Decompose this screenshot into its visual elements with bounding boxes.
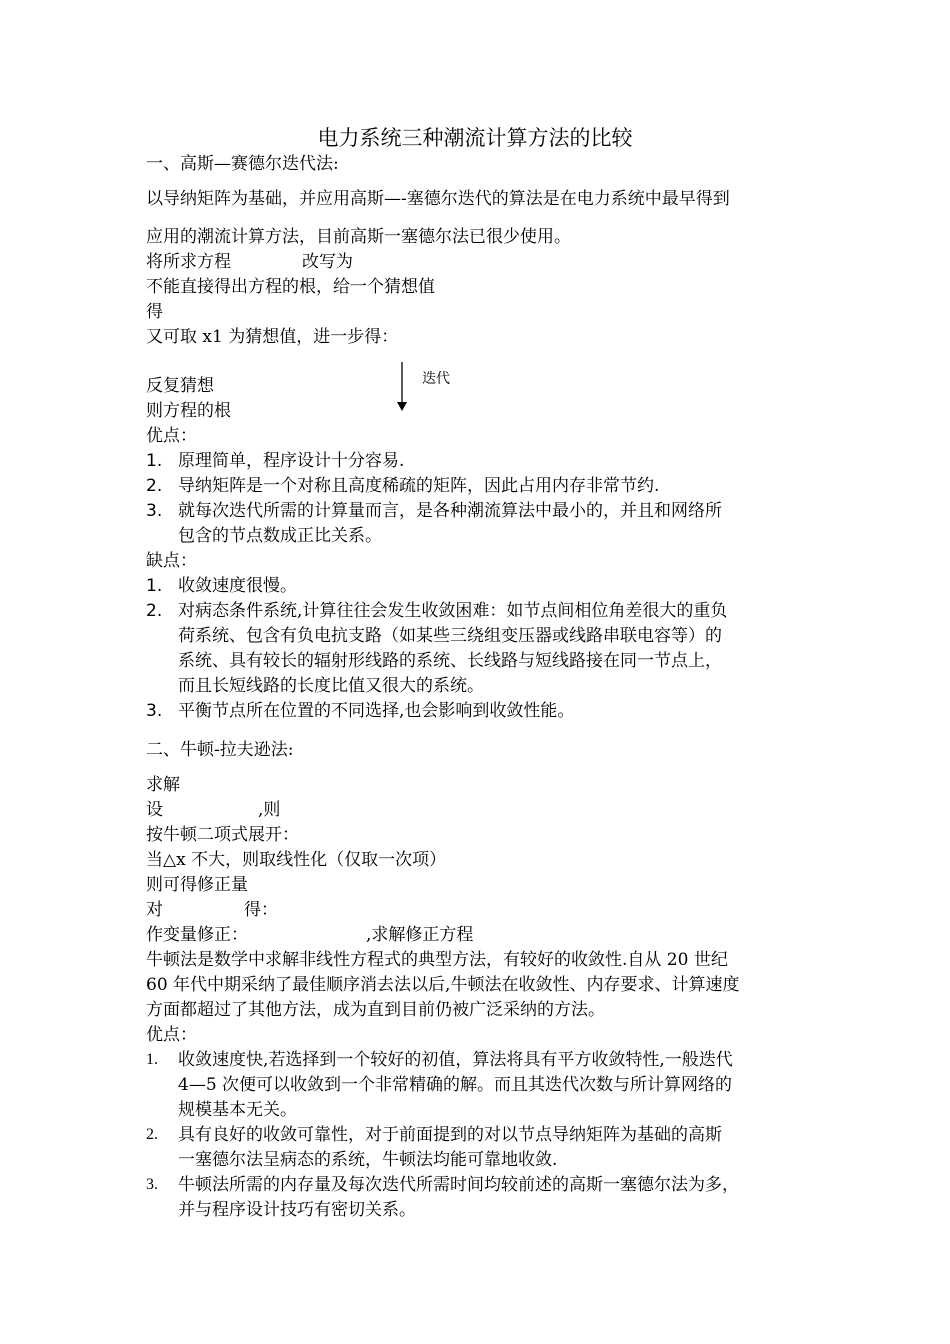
section1-advantages-heading: 优点： (146, 426, 197, 446)
de-line: 得 (146, 302, 163, 322)
set-text-a: 设 (146, 800, 163, 820)
list-item-text: 导纳矩阵是一个对称且高度稀疏的矩阵，因此占用内存非常节约. (178, 476, 660, 496)
list-item-text: 收敛速度快,若选择到一个较好的初值，算法将具有平方收敛特性,一般迭代 (178, 1050, 733, 1070)
set-text-b: ,则 (258, 800, 281, 820)
expand-line: 按牛顿二项式展开： (146, 825, 299, 845)
list-item-text: 系统、具有较长的辐射形线路的系统、长线路与短线路接在同一节点上， (178, 651, 722, 671)
list-item-text: 就每次迭代所需的计算量而言，是各种潮流算法中最小的，并且和网络所 (178, 501, 722, 521)
dui-text-b: 得： (244, 900, 278, 920)
list-item-text: 对病态条件系统,计算往往会发生收敛困难：如节点间相位角差很大的重负 (178, 601, 728, 621)
document-title: 电力系统三种潮流计算方法的比较 (317, 126, 633, 150)
again-line: 又可取 x1 为猜想值，进一步得： (146, 327, 399, 347)
list-item-text: 原理简单，程序设计十分容易. (178, 451, 405, 471)
correction-line: 则可得修正量 (146, 875, 248, 895)
section2-advantages-heading: 优点： (146, 1025, 197, 1045)
equation-text-a: 将所求方程 (146, 252, 231, 272)
list-number: 3. (146, 501, 163, 521)
list-item-text: 一塞德尔法呈病态的系统，牛顿法均能可靠地收敛. (178, 1150, 558, 1170)
down-arrow-icon (396, 362, 408, 412)
paragraph-line: 方面都超过了其他方法，成为直到目前仍被广泛采纳的方法。 (146, 1000, 605, 1020)
section1-disadvantages-heading: 缺点： (146, 551, 197, 571)
list-number: 1. (146, 576, 163, 596)
paragraph-line: 牛顿法是数学中求解非线性方程式的典型方法，有较好的收敛性.自从 20 世纪 (146, 950, 728, 970)
iteration-label: 迭代 (422, 371, 450, 387)
section1-intro-line2: 应用的潮流计算方法，目前高斯一塞德尔法已很少使用。 (146, 227, 571, 247)
list-item-text: 规模基本无关。 (178, 1100, 297, 1120)
equation-text-b: 改写为 (302, 252, 353, 272)
list-number: 1. (146, 1051, 158, 1068)
list-number: 2. (146, 476, 163, 496)
list-item-text: 而且长短线路的长度比值又很大的系统。 (178, 676, 484, 696)
list-item-text: 收敛速度很慢。 (178, 576, 297, 596)
list-number: 2. (146, 1126, 158, 1143)
list-number: 2. (146, 601, 163, 621)
paragraph-line: 60 年代中期采纳了最佳顺序消去法以后,牛顿法在收敛性、内存要求、计算速度 (146, 975, 740, 995)
list-item-text: 荷系统、包含有负电抗支路（如某些三绕组变压器或线路串联电容等）的 (178, 626, 722, 646)
section2-heading: 二、牛顿-拉夫逊法: (146, 740, 294, 760)
linearize-line: 当△x 不大，则取线性化（仅取一次项） (146, 850, 447, 870)
list-item-text: 具有良好的收敛可靠性，对于前面提到的对以节点导纳矩阵为基础的高斯 (178, 1125, 722, 1145)
dui-text-a: 对 (146, 900, 163, 920)
list-number: 3. (146, 1176, 158, 1193)
list-item-text: 并与程序设计技巧有密切关系。 (178, 1200, 416, 1220)
guess-line: 不能直接得出方程的根，给一个猜想值 (146, 277, 435, 297)
modify-text-a: 作变量修正： (146, 925, 248, 945)
list-number: 3. (146, 701, 163, 721)
solve-line: 求解 (146, 775, 180, 795)
list-item-text: 牛顿法所需的内存量及每次迭代所需时间均较前述的高斯一塞德尔法为多， (178, 1175, 739, 1195)
root-line: 则方程的根 (146, 401, 231, 421)
list-item-text: 4—5 次便可以收敛到一个非常精确的解。而且其迭代次数与所计算网络的 (178, 1075, 733, 1095)
repeat-guess-line: 反复猜想 (146, 376, 214, 396)
section1-heading: 一、高斯—赛德尔迭代法: (146, 154, 339, 174)
modify-text-b: ,求解修正方程 (366, 925, 474, 945)
list-number: 1. (146, 451, 163, 471)
section1-intro-line1: 以导纳矩阵为基础，并应用高斯—-塞德尔迭代的算法是在电力系统中最早得到 (146, 189, 730, 209)
list-item-text: 平衡节点所在位置的不同选择,也会影响到收敛性能。 (178, 701, 575, 721)
list-item-text: 包含的节点数成正比关系。 (178, 526, 382, 546)
